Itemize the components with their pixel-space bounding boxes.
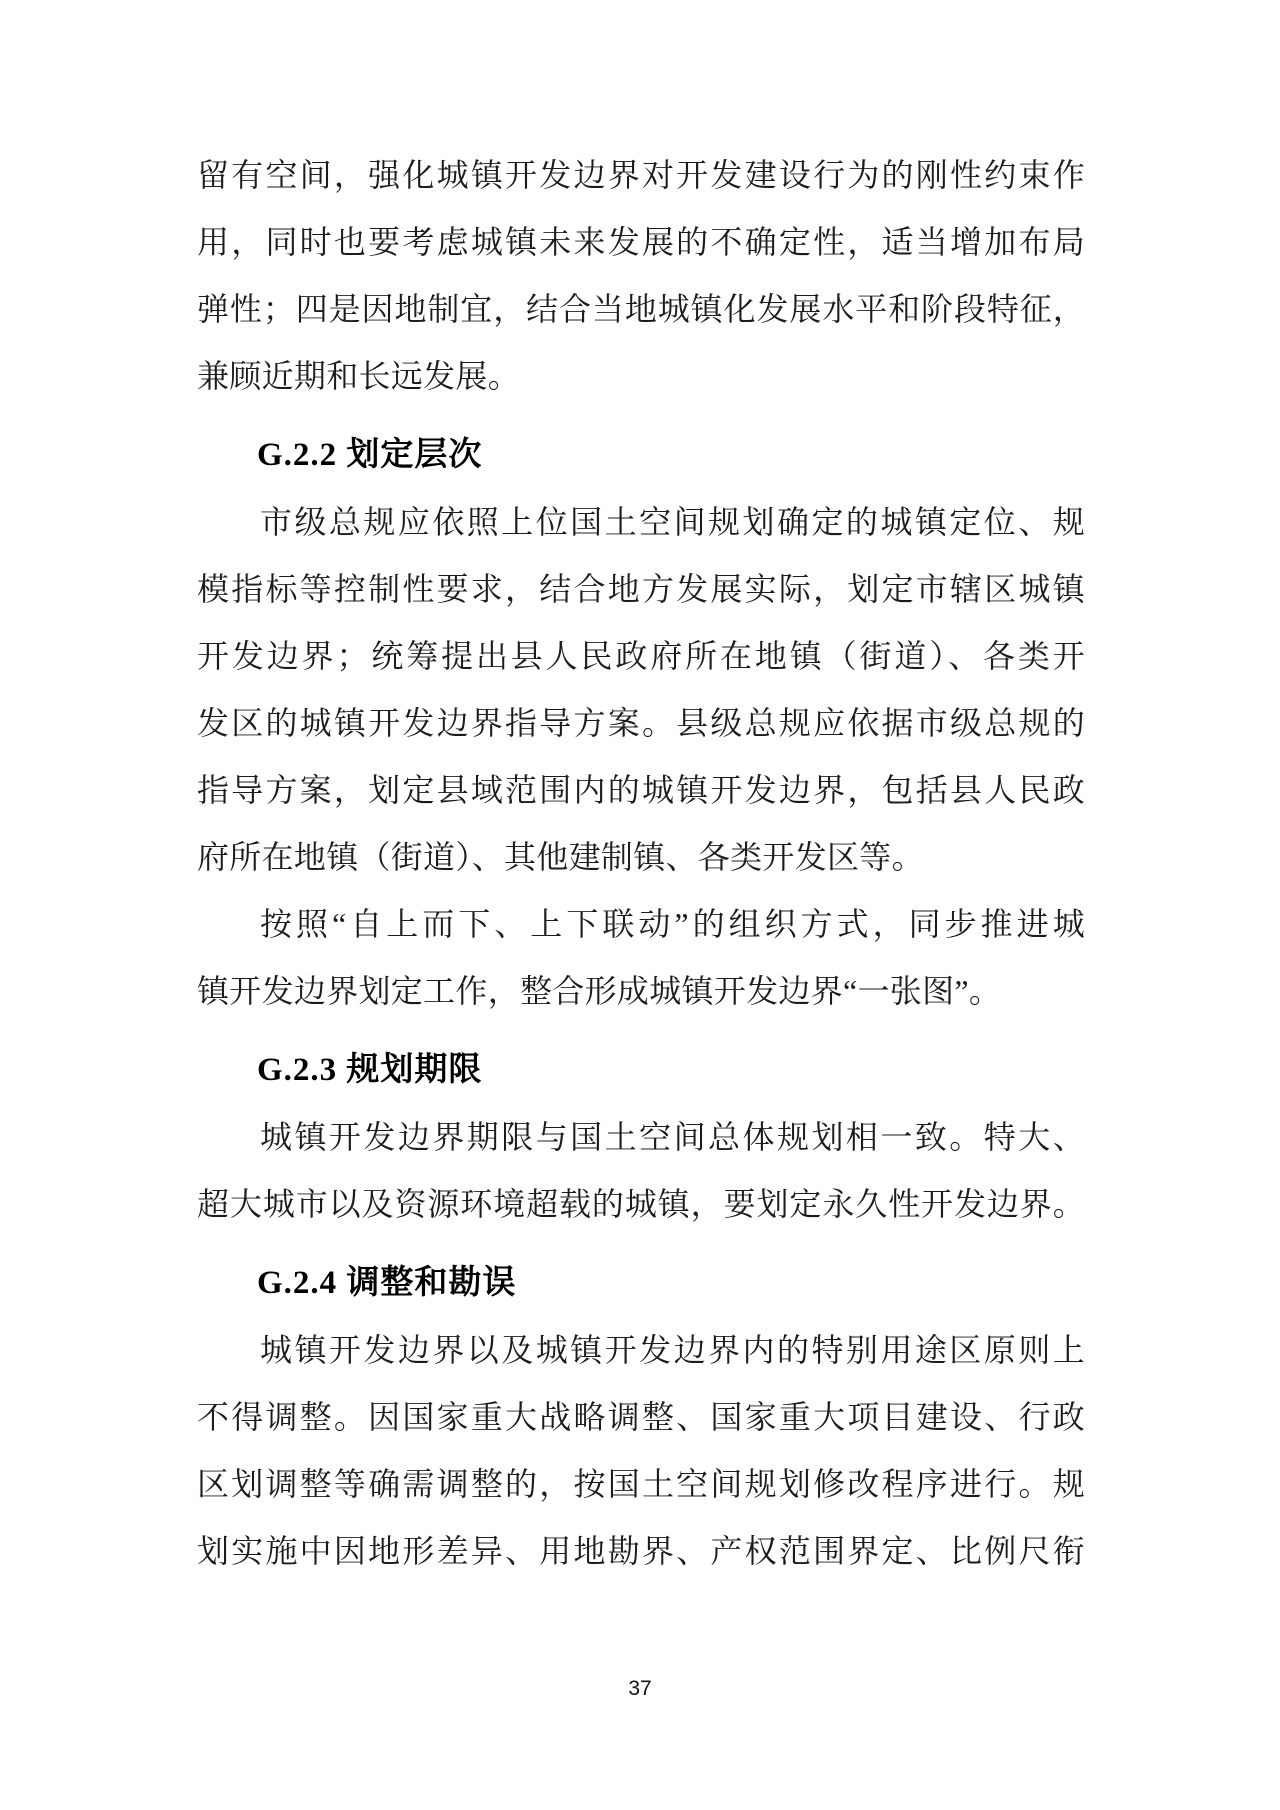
- text-line: 开发边界；统筹提出县人民政府所在地镇（街道）、各类开: [197, 638, 1085, 674]
- text-line: 城镇开发边界以及城镇开发边界内的特别用途区原则上: [260, 1332, 1085, 1368]
- paragraph-organization-method: [197, 891, 1085, 1025]
- text-line: 兼顾近期和长远发展。: [197, 358, 521, 394]
- text-line: 城镇开发边界期限与国土空间总体规划相一致。特大、: [260, 1119, 1085, 1155]
- text-line: 区划调整等确需调整的，按国土空间规划修改程序进行。规: [197, 1466, 1085, 1502]
- text-line: 留有空间，强化城镇开发边界对开发建设行为的刚性约束作: [197, 157, 1085, 193]
- text-line: 弹性；四是因地制宜，结合当地城镇化发展水平和阶段特征，: [197, 291, 1085, 327]
- paragraph-delineation-levels: [197, 489, 1085, 891]
- text-line: 用，同时也要考虑城镇未来发展的不确定性，适当增加布局: [197, 224, 1085, 260]
- section-heading-g2-2: G.2.2 划定层次: [257, 437, 483, 473]
- text-line: 府所在地镇（街道）、其他建制镇、各类开发区等。: [197, 839, 924, 875]
- section-heading-g2-3: G.2.3 规划期限: [257, 1052, 483, 1088]
- paragraph-planning-period: [197, 1104, 1085, 1238]
- section-heading-g2-4: G.2.4 调整和勘误: [257, 1265, 517, 1301]
- paragraph-continuation: [197, 142, 1085, 410]
- text-line: 按照“自上而下、上下联动”的组织方式，同步推进城: [260, 906, 1085, 942]
- text-line: 市级总规应依照上位国土空间规划确定的城镇定位、规: [260, 504, 1085, 540]
- text-line: 划实施中因地形差异、用地勘界、产权范围界定、比例尺衔: [197, 1533, 1085, 1569]
- text-line: 超大城市以及资源环境超载的城镇，要划定永久性开发边界。: [197, 1186, 1085, 1222]
- paragraph-adjustment-correction: [197, 1317, 1085, 1585]
- text-line: 不得调整。因国家重大战略调整、国家重大项目建设、行政: [197, 1399, 1085, 1435]
- text-line: 模指标等控制性要求，结合地方发展实际，划定市辖区城镇: [197, 571, 1085, 607]
- text-line: 指导方案，划定县域范围内的城镇开发边界，包括县人民政: [197, 772, 1085, 808]
- text-line: 发区的城镇开发边界指导方案。县级总规应依据市级总规的: [197, 705, 1085, 741]
- page-body-text: [197, 142, 1085, 1585]
- page-number: 37: [628, 1677, 652, 1700]
- text-line: 镇开发边界划定工作，整合形成城镇开发边界“一张图”。: [197, 973, 1002, 1009]
